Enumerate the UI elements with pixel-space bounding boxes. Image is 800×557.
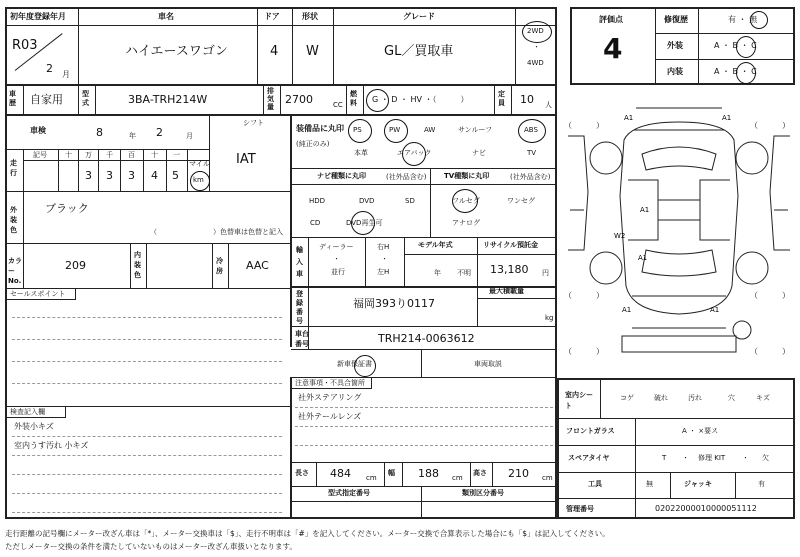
equip-ps: PS: [353, 126, 362, 134]
digit-2: 3: [128, 169, 135, 182]
model-year-unknown: 不明: [457, 269, 471, 277]
spare-label: スペアタイヤ: [568, 454, 610, 462]
exterior-label: 外装: [667, 41, 683, 50]
ac-label: 冷房: [216, 257, 223, 275]
digit-0: 3: [85, 169, 92, 182]
divider: [5, 299, 75, 300]
dashed-line: [12, 339, 282, 340]
seat-dirt: 汚れ: [688, 394, 702, 402]
divider: [291, 486, 557, 487]
recycle-value: 13,180: [490, 263, 529, 276]
seat-tear: 破れ: [654, 394, 668, 402]
caution-0: 社外ステアリング: [298, 393, 362, 402]
chassis-label: 車台番号: [295, 330, 309, 348]
inspector-0: 外装小キズ: [14, 422, 54, 431]
divider: [130, 243, 131, 289]
shape: W: [306, 44, 319, 59]
ac-value: AAC: [246, 259, 269, 272]
divider: [291, 377, 557, 378]
color-label: 外装色: [10, 206, 17, 234]
length-label: 長さ: [295, 469, 309, 477]
divider: [494, 85, 495, 115]
height-cm: cm: [542, 474, 553, 482]
repair-circle: [750, 11, 768, 29]
divider: [346, 85, 347, 115]
shaken-label: 車検: [30, 126, 46, 135]
usage-label: 車歴: [9, 90, 16, 107]
diagram-paren: （ ）: [750, 347, 790, 356]
class-no-label: 類別区分番号: [462, 489, 504, 497]
divider: [291, 388, 371, 389]
divider: [404, 254, 557, 255]
first-reg-month: 2: [46, 62, 53, 75]
divider: [316, 462, 317, 486]
divider: [492, 462, 493, 486]
shift: IAT: [236, 152, 256, 167]
divider: [23, 191, 24, 243]
nav-dvd: DVD: [359, 197, 375, 205]
divider: [5, 25, 557, 26]
shaken-year: 8: [96, 126, 103, 139]
nav-hdd: HDD: [309, 197, 326, 205]
divider: [95, 85, 96, 115]
car-diagram: [562, 100, 795, 372]
cc-unit: CC: [333, 101, 343, 109]
max-load-label: 最大積載量: [489, 287, 524, 295]
doors: 4: [270, 44, 279, 59]
divider: [212, 243, 213, 289]
displacement: 2700: [285, 93, 313, 106]
divider: [5, 114, 557, 116]
first-reg-label: 初年度登録年月: [10, 12, 66, 21]
dashed-line: [12, 436, 282, 437]
interior-options: A ・ B ・ C: [714, 67, 757, 76]
divider: [557, 472, 795, 473]
car-name-label: 車名: [158, 12, 174, 21]
mile-label: マイル: [189, 160, 210, 168]
diagram-a1: A1: [624, 114, 634, 122]
dashed-line: [12, 455, 282, 456]
divider: [120, 149, 121, 192]
divider: [635, 418, 636, 518]
divider: [291, 237, 557, 238]
divider: [477, 286, 478, 326]
digit-3: 4: [151, 169, 158, 182]
import-dealer: ディーラー: [319, 243, 354, 251]
divider: [292, 7, 293, 85]
tv-analog: アナログ: [452, 219, 480, 227]
divider: [600, 378, 601, 418]
dashed-line: [295, 445, 553, 446]
digit-1: 3: [106, 169, 113, 182]
drive-4wd: 4WD: [527, 59, 544, 67]
nav-sub: (社外品含む): [386, 173, 427, 181]
width-label: 幅: [388, 469, 395, 477]
year-unit: 年: [129, 132, 136, 140]
equip-subtitle: (純正のみ): [296, 140, 330, 148]
divider: [290, 115, 292, 347]
color-note: （ ）色替車は色替と記入: [150, 228, 283, 236]
equip-abs: ABS: [524, 126, 538, 134]
manual: 車両取説: [474, 360, 502, 368]
divider: [291, 326, 557, 327]
diagram-paren: （ ）: [564, 347, 604, 356]
equip-pw: PW: [389, 126, 401, 134]
tv-sub: (社外品含む): [510, 173, 551, 181]
divider: [333, 7, 334, 85]
divider: [257, 7, 258, 85]
glass-options: A ・ ×要ス: [682, 427, 719, 435]
divider: [363, 85, 364, 115]
divider: [98, 149, 99, 192]
yen-unit: 円: [542, 269, 549, 277]
door-label: ドア: [264, 12, 280, 21]
mileage-label: 走行: [10, 159, 17, 177]
capacity: 10: [520, 93, 534, 106]
diagram-a1: A1: [638, 254, 648, 262]
fuel-options: G ・ D ・ HV ・（ ）: [372, 95, 469, 104]
mgmt-label: 管理番号: [566, 505, 594, 513]
chassis: TRH214-0063612: [378, 332, 475, 345]
divider: [655, 7, 656, 85]
diagram-a1: A1: [622, 306, 632, 314]
interior-label: 内装: [667, 67, 683, 76]
usage: 自家用: [30, 93, 63, 106]
divider: [5, 191, 291, 192]
repair-options: 有 ・ 無: [728, 15, 758, 24]
equip-aw: AW: [424, 126, 436, 134]
fuel-label: 燃料: [350, 90, 357, 107]
import-label: 輸入車: [296, 246, 303, 278]
divider: [166, 149, 167, 192]
divider: [228, 243, 229, 289]
model-year-label: モデル年式: [418, 241, 453, 249]
digit-h-0: 十: [65, 151, 72, 159]
nav-title: ナビ種類に丸印: [317, 172, 366, 180]
divider: [291, 462, 557, 463]
digit-h-1: 万: [85, 151, 92, 159]
shape-label: 形状: [302, 12, 318, 21]
divider: [670, 472, 671, 499]
spec-no-label: 型式指定番号: [328, 489, 370, 497]
diagram-a1: A1: [640, 206, 650, 214]
divider: [75, 288, 76, 300]
digit-h-2: 千: [106, 151, 113, 159]
divider: [698, 7, 699, 85]
divider: [58, 149, 59, 192]
caution-label: 注意事項・不具合箇所: [295, 379, 365, 387]
divider: [470, 462, 471, 486]
person-unit: 人: [545, 101, 552, 109]
sales-point-label: セールスポイント: [10, 290, 66, 298]
equip-leather: 本革: [354, 149, 368, 157]
month-unit-2: 月: [186, 132, 193, 140]
model-label: 型式: [82, 90, 89, 107]
dashed-line: [295, 407, 553, 408]
mgmt-value: 02022000010000051112: [655, 504, 757, 513]
diagram-paren: （ ）: [750, 121, 790, 130]
divider: [384, 462, 385, 486]
dashed-line: [12, 493, 282, 494]
spare-dot-1: ・: [682, 454, 689, 462]
divider: [291, 349, 557, 350]
warranty: 新車保証書: [337, 360, 372, 368]
plate-label: 登録番号: [296, 290, 303, 325]
divider: [5, 406, 291, 407]
color-value: ブラック: [45, 202, 89, 215]
tools-value: 無: [646, 480, 653, 488]
divider: [515, 7, 516, 85]
divider: [557, 418, 795, 419]
diagram-paren: （ ）: [564, 121, 604, 130]
month-unit: 月: [62, 70, 70, 79]
divider: [5, 417, 65, 418]
nav-dvd-play: DVD再生可: [346, 219, 383, 227]
km-label: km: [193, 176, 204, 184]
divider: [735, 472, 736, 499]
divider: [23, 149, 24, 192]
footer-line-1: ただしメーター交換の条件を満たしていないものはメーター改ざん車扱いとなります。: [5, 542, 297, 551]
footer-line-0: 走行距離の記号欄にメーター改ざん車は「*」、メーター交換車は「$」、走行不明車は「#」を記入してください。メーター交換で合算表示した場合にも「$」は記入してください。: [5, 529, 610, 538]
seat-scratch: キズ: [756, 394, 770, 402]
divider: [308, 237, 309, 286]
import-parallel: 並行: [331, 268, 345, 276]
divider: [557, 498, 795, 499]
digit-h-3: 百: [128, 151, 135, 159]
jack-value: 有: [758, 480, 765, 488]
exterior-options: A ・ B ・ C: [714, 41, 757, 50]
divider: [291, 184, 557, 185]
grade-label: グレード: [403, 12, 435, 21]
spare-dot-2: ・: [742, 454, 749, 462]
diagram-paren: （ ）: [564, 291, 604, 300]
shaken-month: 2: [156, 126, 163, 139]
divider: [187, 149, 188, 192]
color-no-label: カラーNo.: [8, 257, 22, 285]
divider: [263, 85, 264, 115]
divider: [23, 160, 210, 161]
import-left-h: 左H: [377, 268, 390, 276]
divider: [365, 237, 366, 286]
divider: [78, 85, 79, 115]
equip-airbag: エアバック: [397, 149, 432, 157]
displacement-label: 排気量: [267, 87, 274, 111]
divider: [291, 501, 557, 502]
recycle-label: リサイクル預託金: [483, 241, 539, 249]
dashed-line: [12, 383, 282, 384]
equip-navi: ナビ: [472, 149, 486, 157]
divider: [430, 168, 431, 237]
shift-label: シフト: [243, 119, 264, 127]
divider: [421, 349, 422, 378]
divider: [404, 237, 405, 286]
length: 484: [330, 467, 351, 480]
divider: [655, 33, 795, 34]
interior-color-label: 内装色: [134, 251, 141, 279]
exterior-circle: [736, 36, 756, 58]
diagram-paren: （ ）: [750, 291, 790, 300]
divider: [23, 243, 24, 289]
width: 188: [418, 467, 439, 480]
spare-t: T: [662, 454, 667, 462]
dashed-line: [12, 317, 282, 318]
tv-title: TV種類に丸印: [444, 172, 490, 180]
width-cm: cm: [452, 474, 463, 482]
inspector-label: 検査記入欄: [10, 408, 45, 416]
divider: [477, 237, 478, 286]
divider: [78, 7, 79, 85]
height-label: 高さ: [473, 469, 487, 477]
divider: [402, 462, 403, 486]
divider: [5, 84, 557, 86]
first-reg-era: R03: [12, 38, 38, 53]
diagram-w2: W2: [614, 232, 626, 240]
divider: [557, 445, 795, 446]
divider: [477, 298, 557, 299]
jack-label: ジャッキ: [684, 480, 712, 488]
nav-cd: CD: [310, 219, 321, 227]
score-label: 評価点: [599, 15, 623, 24]
tv-fullseg: フルセグ: [452, 197, 480, 205]
import-dot-1: ・: [333, 255, 340, 263]
dashed-line: [295, 426, 553, 427]
model: 3BA-TRH214W: [128, 93, 208, 106]
equip-sunroof: サンルーフ: [458, 126, 493, 134]
divider: [146, 243, 147, 289]
divider: [511, 85, 512, 115]
divider: [78, 149, 79, 192]
dashed-line: [12, 512, 282, 513]
interior-circle: [736, 62, 756, 84]
symbol-label: 記号: [33, 151, 47, 159]
repair-label: 修復歴: [664, 15, 688, 24]
digit-h-5: 一: [173, 151, 180, 159]
seat-label: 室内シート: [565, 391, 593, 410]
inspector-1: 室内うす汚れ 小キズ: [14, 441, 89, 450]
divider: [5, 149, 210, 150]
diagram-a1: A1: [722, 114, 732, 122]
diagram-a1: A1: [710, 306, 720, 314]
plate: 福岡393り0117: [353, 297, 435, 310]
digit-h-4: 十: [151, 151, 158, 159]
import-dot-2: ・: [381, 255, 388, 263]
divider: [291, 168, 557, 169]
glass-label: フロントガラス: [566, 427, 615, 435]
capacity-label: 定員: [498, 90, 505, 107]
divider: [143, 149, 144, 192]
seat-burn: コゲ: [620, 394, 634, 402]
length-cm: cm: [366, 474, 377, 482]
height: 210: [508, 467, 529, 480]
grade: GL／買取車: [384, 44, 454, 59]
divider: [23, 85, 24, 115]
spare-kit: 修理 KIT: [698, 454, 726, 462]
tools-label: 工具: [588, 480, 602, 488]
dashed-line: [12, 474, 282, 475]
digit-4: 5: [172, 169, 179, 182]
nav-sd: SD: [405, 197, 415, 205]
divider: [371, 377, 372, 389]
caution-1: 社外テールレンズ: [298, 412, 362, 421]
equip-title: 装備品に丸印: [296, 124, 344, 133]
color-no-value: 209: [65, 259, 86, 272]
kg-unit: kg: [545, 314, 554, 322]
divider: [5, 288, 291, 289]
car-name: ハイエースワゴン: [125, 44, 228, 59]
spare-missing: 欠: [762, 454, 769, 462]
dashed-line: [12, 361, 282, 362]
divider: [655, 59, 795, 60]
divider: [421, 486, 422, 519]
model-year-unit: 年: [434, 269, 441, 277]
score: 4: [603, 32, 623, 65]
divider: [65, 406, 66, 418]
drive-2wd: 2WD: [527, 27, 544, 35]
import-right-h: 右H: [377, 243, 390, 251]
drive-dot: ・: [533, 43, 540, 51]
tv-oneseg: ワンセグ: [507, 197, 535, 205]
car-outline-svg: [562, 100, 795, 372]
divider: [5, 243, 291, 244]
equip-tv: TV: [527, 149, 537, 157]
seat-hole: 穴: [728, 394, 735, 402]
divider: [290, 377, 292, 519]
divider: [280, 85, 281, 115]
